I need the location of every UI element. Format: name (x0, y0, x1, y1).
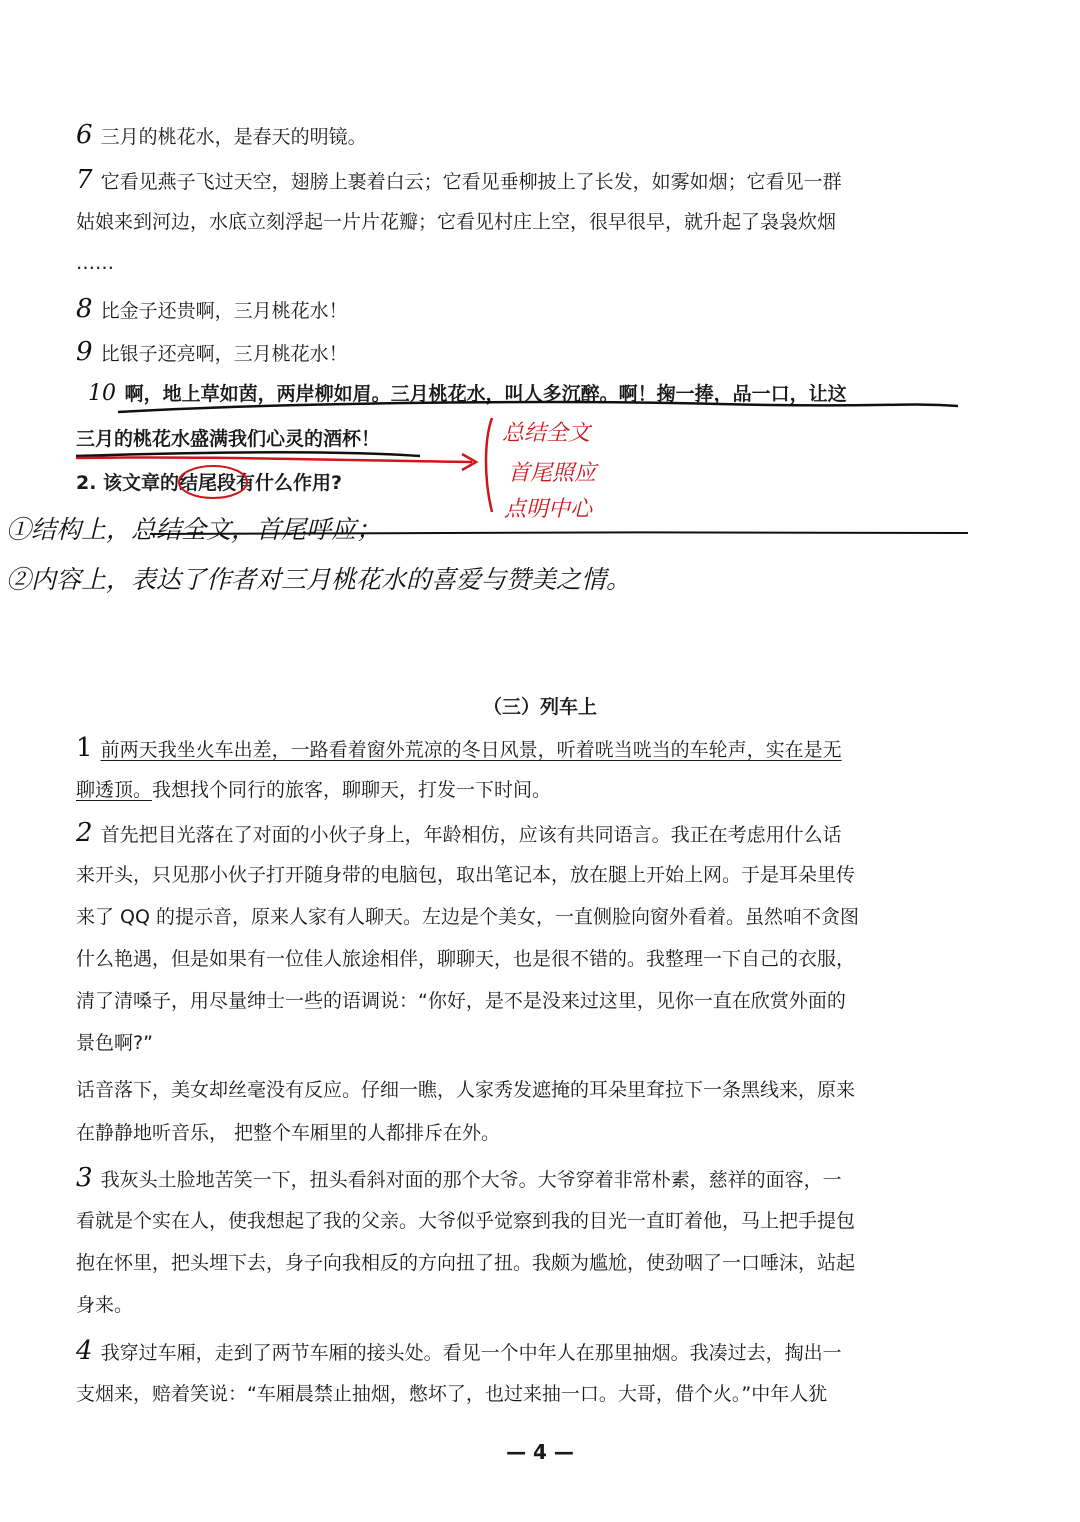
p3-paragraph-4 (76, 1338, 976, 1366)
paragraph-text: 比金子还贵啊，三月桃花水！ (100, 300, 348, 322)
p3-paragraph-2-line-7: 话音落下，美女却丝毫没有反应。仔细一瞧，人家秀发遮掩的耳朵里耷拉下一条黑线来，原来 (76, 1079, 856, 1101)
p3-paragraph-3 (76, 1165, 976, 1193)
paragraph-text: 啊，地上草如茵，两岸柳如眉。三月桃花水，叫人多沉醉。啊！掬一捧，品一口，让这 (124, 383, 847, 405)
p3-paragraph-3-line-2: 看就是个实在人，使我想起了我的父亲。大爷似乎觉察到我的目光一直盯着他，马上把手提包 (76, 1210, 856, 1232)
paragraph-number-2: 2 (76, 818, 93, 848)
p3-paragraph-3-line-4: 身来。 (76, 1294, 134, 1316)
paragraph-text: 我灰头土脸地苦笑一下，扭头看斜对面的那个大爷。大爷穿着非常朴素，慈祥的面容，一 (100, 1169, 842, 1191)
paragraph-number-8: 8 (76, 294, 93, 324)
paragraph-10-line-2: 三月的桃花水盛满我们心灵的酒杯！ (76, 428, 381, 450)
handwritten-answer-1: ①结构上，总结全文，首尾呼应； (6, 515, 382, 544)
red-note-2: 首尾照应 (508, 461, 597, 486)
red-bracket (486, 418, 492, 512)
red-note-1: 总结全文 (502, 421, 591, 446)
paragraph-number-10: 10 (88, 381, 116, 406)
red-arrow-line (76, 457, 472, 462)
page-number: — 4 — (506, 1440, 574, 1464)
p3-paragraph-2 (76, 820, 976, 848)
paragraph-7-line-3: …… (76, 252, 114, 274)
paragraph-text: 比银子还亮啊，三月桃花水！ (100, 343, 348, 365)
paragraph-text: 我穿过车厢，走到了两节车厢的接头处。看见一个中年人在那里抽烟。我凑过去，掏出一 (100, 1342, 842, 1364)
red-note-3: 点明中心 (504, 497, 593, 522)
section-title: （三）列车上 (482, 696, 597, 718)
paragraph-text: 三月的桃花水，是春天的明镜。 (100, 126, 367, 148)
p3-paragraph-3-line-3: 抱在怀里，把头埋下去，身子向我相反的方向扭了扭。我颇为尴尬，使劲咽了一口唾沫，站起 (76, 1252, 856, 1274)
p3-paragraph-2-line-6: 景色啊?” (76, 1032, 153, 1054)
paragraph-number-7: 7 (76, 165, 93, 195)
red-circle-mark (179, 466, 247, 498)
paragraph-number-4: 4 (76, 1336, 93, 1366)
p3-paragraph-1-line-2 (76, 777, 976, 803)
paragraph-number-9: 9 (76, 337, 93, 367)
paragraph-number-1: 1 (76, 733, 93, 763)
underline-mark (76, 452, 420, 456)
paragraph-text: 我想找个同行的旅客，聊聊天，打发一下时间。 (152, 779, 552, 801)
answer-line (150, 532, 968, 534)
question-2: 2. 该文章的结尾段有什么作用? (76, 472, 343, 494)
paragraph-7-line-2: 姑娘来到河边，水底立刻浮起一片片花瓣；它看见村庄上空，很早很早，就升起了袅袅炊烟 (76, 211, 837, 233)
p3-paragraph-2-line-2: 来开头，只见那小伙子打开随身带的电脑包，取出笔记本，放在腿上开始上网。于是耳朵里传 (76, 864, 856, 886)
p3-paragraph-2-line-8: 在静静地听音乐， 把整个车厢里的人都排斥在外。 (76, 1122, 501, 1144)
underlined-text: 聊透顶。 (76, 779, 153, 801)
paragraph-number-3: 3 (76, 1163, 93, 1193)
handwritten-answer-2: ②内容上，表达了作者对三月桃花水的喜爱与赞美之情。 (6, 565, 632, 594)
p3-paragraph-4-line-2: 支烟来，赔着笑说：“车厢晨禁止抽烟，憋坏了，也过来抽一口。大哥，借个火。”中年人犹 (76, 1383, 828, 1405)
p3-paragraph-2-line-5: 清了清嗓子，用尽量绅士一些的语调说：“你好，是不是没来过这里，见你一直在欣赏外面的 (76, 990, 846, 1012)
underline-mark (118, 402, 958, 412)
paragraph-number-6: 6 (76, 120, 93, 150)
p3-paragraph-2-line-3: 来了 QQ 的提示音，原来人家有人聊天。左边是个美女，一直侧脸向窗外看着。虽然咱不贪图 (76, 906, 859, 928)
paragraph-text: 它看见燕子飞过天空，翅膀上裹着白云；它看见垂柳披上了长发，如雾如烟；它看见一群 (100, 171, 842, 193)
p3-paragraph-1 (76, 735, 976, 763)
paragraph-text: 首先把目光落在了对面的小伙子身上，年龄相仿，应该有共同语言。我正在考虑用什么话 (100, 824, 842, 846)
p3-paragraph-2-line-4: 什么艳遇，但是如果有一位佳人旅途相伴，聊聊天，也是很不错的。我整理一下自己的衣服， (76, 948, 856, 970)
paragraph-text: 前两天我坐火车出差，一路看着窗外荒凉的冬日风景，听着咣当咣当的车轮声，实在是无 (100, 739, 842, 761)
